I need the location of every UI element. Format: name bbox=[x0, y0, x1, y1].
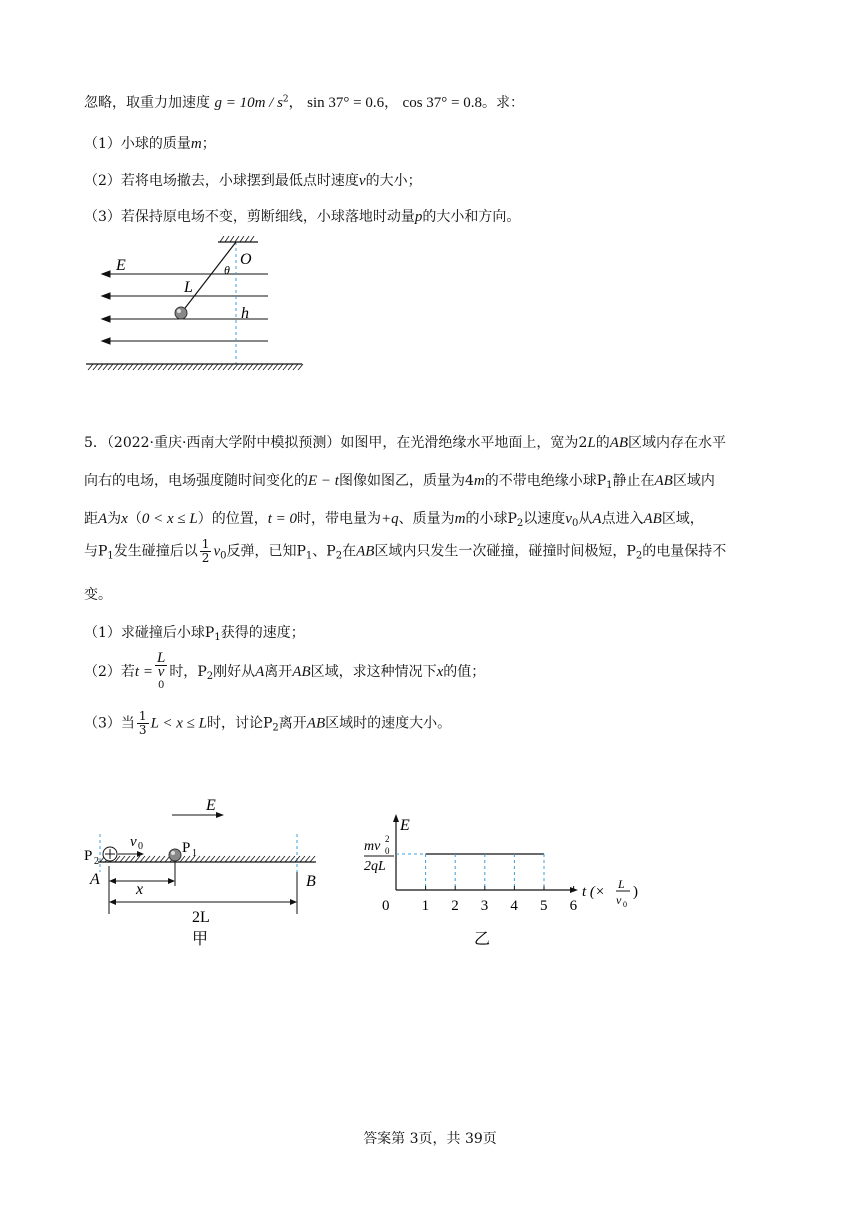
svg-text:L: L bbox=[618, 877, 625, 891]
ylabel-num: mv bbox=[364, 839, 381, 854]
figure-yi-chart bbox=[350, 806, 650, 956]
ball-p1 bbox=[169, 849, 181, 861]
tick-label-5: 5 bbox=[540, 898, 548, 914]
gravity-expr: g = 10m / s bbox=[214, 95, 283, 111]
q5-line5: 变。 bbox=[84, 587, 112, 603]
svg-text:): ) bbox=[633, 884, 638, 900]
svg-text:1: 1 bbox=[192, 848, 197, 859]
label-A: A bbox=[90, 871, 100, 888]
q4-sub2: （2）若将电场撤去，小球摆到最低点时速度v的大小； bbox=[84, 173, 422, 189]
ball bbox=[175, 307, 187, 319]
svg-text:0: 0 bbox=[138, 841, 143, 852]
q5-sub2: （2）若t = L v 0 时，$P_2$刚好从A离开AB区域，求这种情况下x的值； bbox=[84, 650, 486, 691]
xunit-label: t (× bbox=[582, 884, 606, 900]
label-E-jia: E bbox=[206, 797, 216, 814]
label-P1: P bbox=[182, 840, 191, 856]
figure-jia bbox=[80, 790, 340, 950]
ylabel-den: 2qL bbox=[364, 859, 386, 874]
label-2L: 2L bbox=[192, 909, 210, 926]
label-O: O bbox=[240, 251, 252, 268]
caption-jia: 甲 bbox=[192, 931, 209, 948]
label-theta: θ bbox=[224, 263, 230, 277]
label-v0: v bbox=[130, 834, 137, 850]
svg-text:2: 2 bbox=[385, 834, 390, 844]
q4-intro-line: 忽略，取重力加速度 $g = 10m / s^2$， sin 37° = 0.6， cos 37° = 0.8。求： bbox=[84, 94, 524, 111]
q5-line2: 向右的电场，电场强度随时间变化的E − t图像如图乙，质量为4m的不带电绝缘小球$P_1$静止在AB区域内 bbox=[84, 473, 715, 491]
label-P2: P bbox=[84, 848, 93, 864]
page-footer: 答案第 3页，共 39页 bbox=[363, 1131, 497, 1147]
tick-label-1: 1 bbox=[421, 898, 430, 914]
q5-line4: 与$P_1$发生碰撞后以 $\frac{1}{2}$ $v_0$反弹，已知$P_1$、$P_2$在AB区域内只发生一次碰撞，碰撞时间极短，$P_2$的电量保持不 bbox=[84, 537, 727, 565]
q4-sub3: （3）若保持原电场不变，剪断细线，小球落地时动量p的大小和方向。 bbox=[84, 209, 521, 225]
q5-sub3: （3）当 $\frac{1}{3}$ L < x ≤ L时，讨论$P_2$离开AB区域时的速度大小。 bbox=[84, 709, 452, 737]
label-h: h bbox=[241, 305, 249, 322]
q5-line1: 5．（2022·重庆·西南大学附中模拟预测）如图甲，在光滑绝缘水平地面上，宽为2L的AB区域内存在水平 bbox=[84, 435, 727, 451]
q5-sub1: （1）求碰撞后小球$P_1$获得的速度； bbox=[84, 625, 305, 643]
pendulum-figure bbox=[80, 236, 320, 376]
q4-sub1: （1）小球的质量m； bbox=[84, 136, 216, 152]
tick-label-2: 2 bbox=[451, 898, 459, 914]
svg-text:0: 0 bbox=[623, 900, 627, 909]
tick-label-6: 6 bbox=[569, 898, 578, 914]
label-L: L bbox=[184, 279, 193, 296]
label-x: x bbox=[136, 881, 144, 898]
svg-text:0: 0 bbox=[385, 846, 390, 856]
tick-label-3: 3 bbox=[480, 898, 489, 914]
axis-label-E: E bbox=[400, 817, 410, 834]
label-B: B bbox=[306, 873, 316, 890]
svg-text:2: 2 bbox=[94, 856, 99, 867]
label-E: E bbox=[116, 257, 126, 274]
tick-label-4: 4 bbox=[510, 898, 518, 914]
q5-line3: 距A为x（0 < x ≤ L）的位置，t = 0时，带电量为+q、质量为m的小球$P_2$以速度$v_0$从A点进入AB区域， bbox=[84, 511, 704, 529]
svg-text:v: v bbox=[616, 893, 622, 907]
caption-yi: 乙 bbox=[474, 931, 491, 948]
tick-label-0: 0 bbox=[382, 898, 390, 914]
